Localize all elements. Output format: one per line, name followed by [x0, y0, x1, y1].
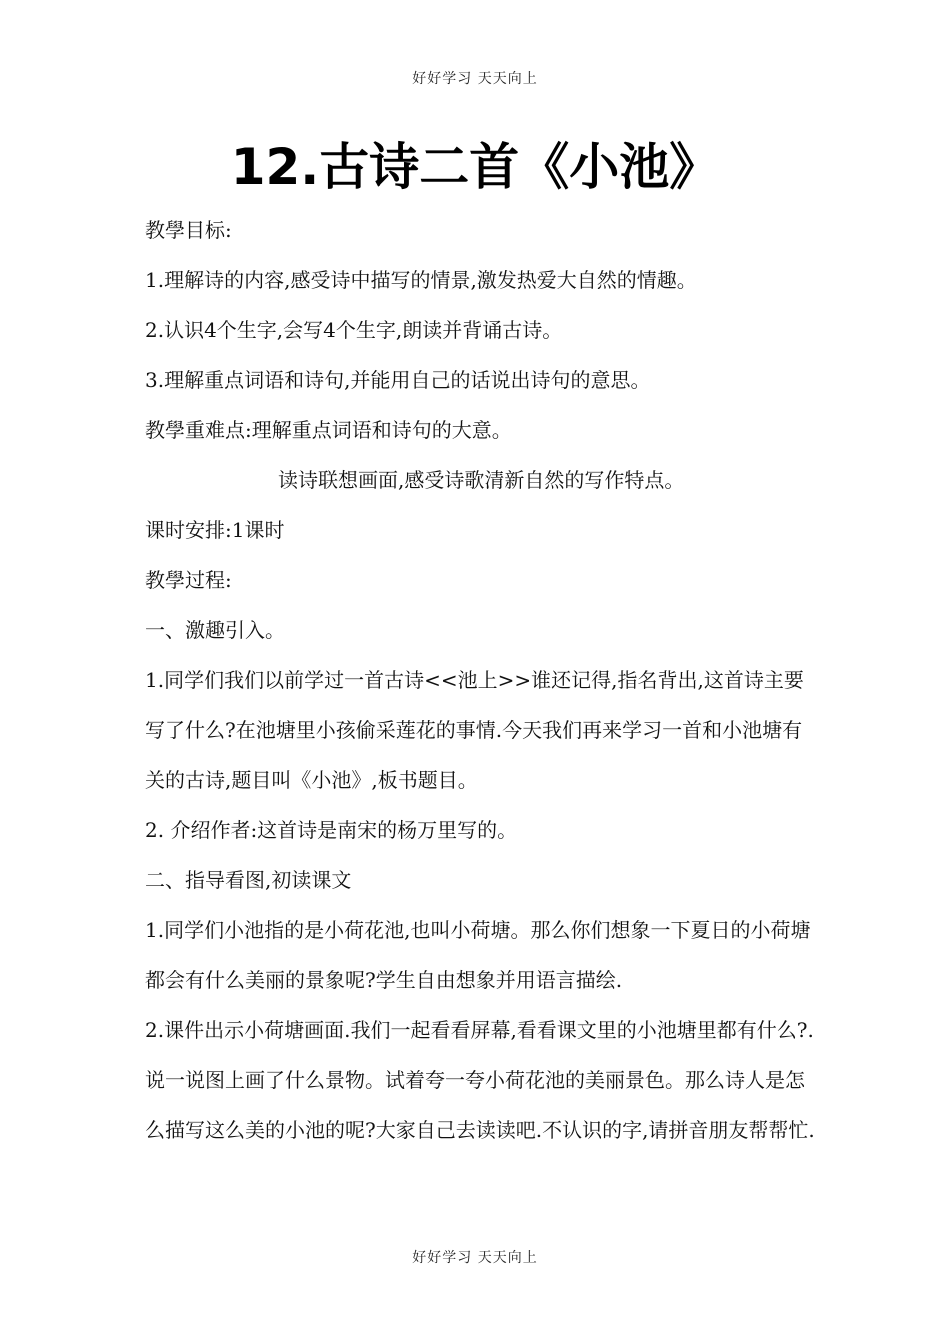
objective-item: 2.认识4个生字,会写4个生字,朗读并背诵古诗。 — [145, 318, 563, 342]
section-heading-process: 教學过程: — [145, 568, 232, 592]
process-step-heading: 一、激趣引入。 — [145, 618, 285, 642]
paragraph: 2.课件出示小荷塘画面.我们一起看看屏幕,看看课文里的小池塘里都有什么?.说一说图上画了什么景物。试着夸一夸小荷花池的美丽景色。那么诗人是怎么描写这么美的小池的呢?大家自己去读读吧.不认识的字,请拼音朋友帮帮忙. — [145, 1018, 815, 1142]
objective-item: 3.理解重点词语和诗句,并能用自己的话说出诗句的意思。 — [145, 368, 651, 392]
page-footer: 好好学习 天天向上 — [412, 1250, 538, 1266]
objective-item: 1.理解诗的内容,感受诗中描写的情景,激发热爱大自然的情趣。 — [145, 268, 697, 292]
schedule-line: 课时安排:1课时 — [145, 518, 285, 542]
document-body — [145, 205, 815, 1155]
page-title: 12.古诗二首《小池》 — [230, 138, 720, 196]
process-step-heading: 二、指导看图,初读课文 — [145, 868, 352, 892]
section-heading-objectives: 教學目标: — [145, 218, 232, 242]
paragraph: 1.同学们我们以前学过一首古诗<<池上>>谁还记得,指名背出,这首诗主要写了什么?在池塘里小孩偷采莲花的事情.今天我们再来学习一首和小池塘有关的古诗,题目叫《小池》,板书题目。 — [145, 668, 804, 792]
page-header: 好好学习 天天向上 — [412, 71, 538, 87]
key-point-item: 读诗联想画面,感受诗歌清新自然的写作特点。 — [278, 468, 685, 492]
paragraph: 2. 介绍作者:这首诗是南宋的杨万里写的。 — [145, 818, 518, 842]
section-heading-key-points: 教學重难点:理解重点词语和诗句的大意。 — [145, 418, 512, 442]
paragraph: 1.同学们小池指的是小荷花池,也叫小荷塘。那么你们想象一下夏日的小荷塘都会有什么美丽的景象呢?学生自由想象并用语言描绘. — [145, 918, 811, 992]
